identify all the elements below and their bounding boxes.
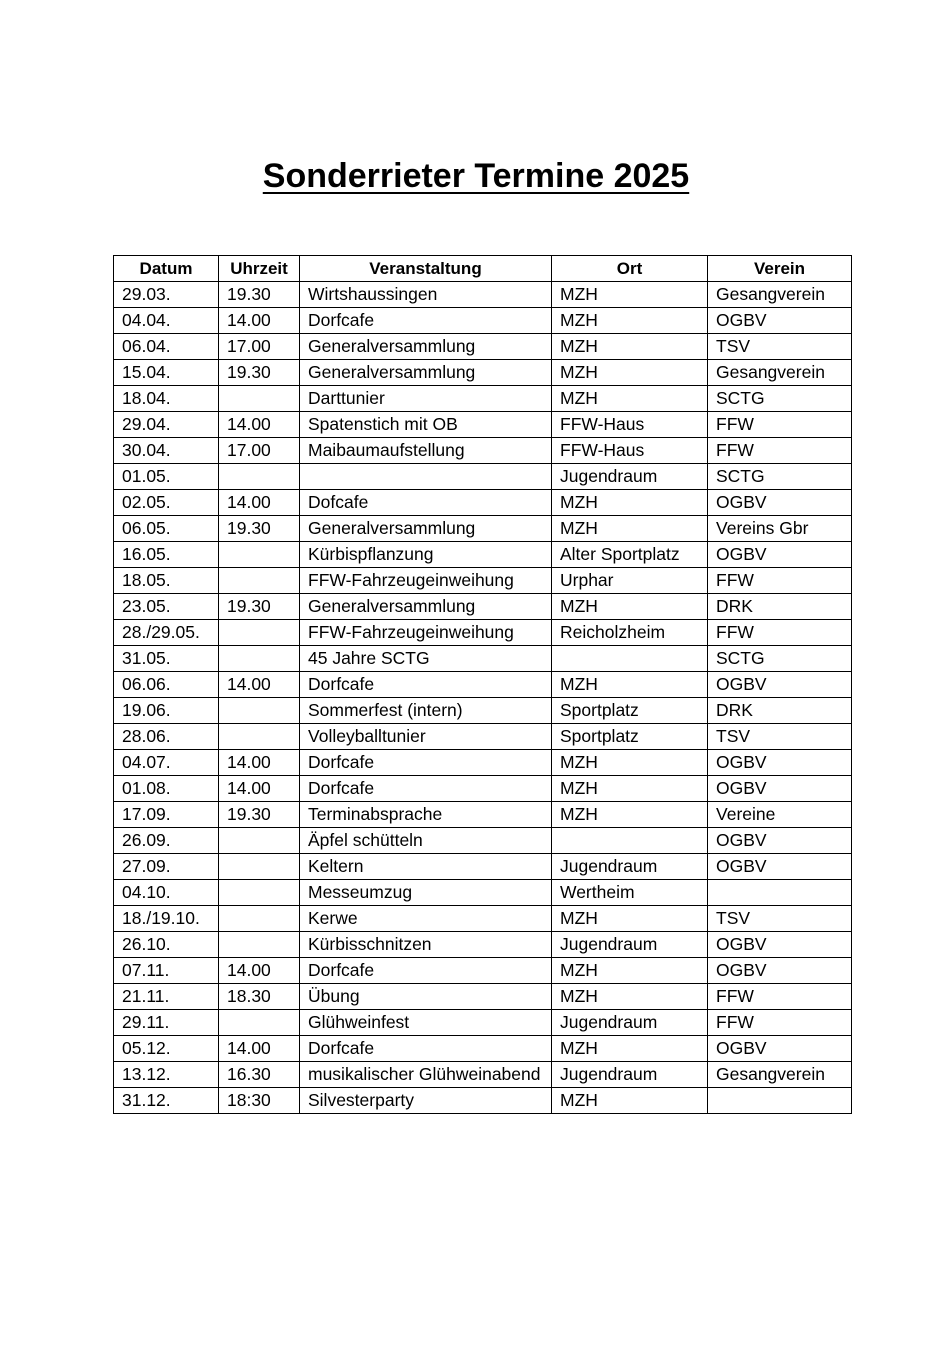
cell-verein: FFW bbox=[708, 568, 852, 594]
cell-verein: OGBV bbox=[708, 958, 852, 984]
table-row bbox=[114, 750, 852, 776]
cell-veranstaltung: Kürbispflanzung bbox=[300, 542, 552, 568]
cell-veranstaltung: Spatenstich mit OB bbox=[300, 412, 552, 438]
cell-verein: Gesangverein bbox=[708, 282, 852, 308]
cell-verein: OGBV bbox=[708, 828, 852, 854]
cell-veranstaltung: Dorfcafe bbox=[300, 308, 552, 334]
cell-ort bbox=[552, 646, 708, 672]
cell-uhrzeit bbox=[219, 906, 300, 932]
cell-veranstaltung: Generalversammlung bbox=[300, 594, 552, 620]
cell-uhrzeit bbox=[219, 828, 300, 854]
cell-uhrzeit: 14.00 bbox=[219, 776, 300, 802]
cell-veranstaltung: Generalversammlung bbox=[300, 334, 552, 360]
table-row bbox=[114, 1088, 852, 1114]
cell-uhrzeit bbox=[219, 854, 300, 880]
cell-veranstaltung: Glühweinfest bbox=[300, 1010, 552, 1036]
cell-datum: 29.11. bbox=[114, 1010, 219, 1036]
cell-verein: SCTG bbox=[708, 464, 852, 490]
cell-ort: MZH bbox=[552, 750, 708, 776]
cell-ort: Wertheim bbox=[552, 880, 708, 906]
table-row bbox=[114, 854, 852, 880]
cell-uhrzeit: 14.00 bbox=[219, 1036, 300, 1062]
table-row bbox=[114, 958, 852, 984]
table-row bbox=[114, 1010, 852, 1036]
cell-datum: 06.05. bbox=[114, 516, 219, 542]
cell-datum: 04.04. bbox=[114, 308, 219, 334]
cell-uhrzeit: 14.00 bbox=[219, 958, 300, 984]
cell-ort: Sportplatz bbox=[552, 698, 708, 724]
cell-ort: MZH bbox=[552, 334, 708, 360]
cell-verein: Gesangverein bbox=[708, 360, 852, 386]
cell-ort: Reicholzheim bbox=[552, 620, 708, 646]
cell-uhrzeit: 14.00 bbox=[219, 750, 300, 776]
cell-veranstaltung: Maibaumaufstellung bbox=[300, 438, 552, 464]
cell-ort: FFW-Haus bbox=[552, 438, 708, 464]
cell-verein: TSV bbox=[708, 906, 852, 932]
cell-ort: Jugendraum bbox=[552, 1062, 708, 1088]
cell-verein: TSV bbox=[708, 334, 852, 360]
cell-ort: MZH bbox=[552, 360, 708, 386]
cell-datum: 07.11. bbox=[114, 958, 219, 984]
cell-ort: MZH bbox=[552, 1036, 708, 1062]
cell-veranstaltung: Dorfcafe bbox=[300, 672, 552, 698]
cell-datum: 28.06. bbox=[114, 724, 219, 750]
cell-uhrzeit bbox=[219, 568, 300, 594]
cell-veranstaltung: Dofcafe bbox=[300, 490, 552, 516]
cell-ort bbox=[552, 828, 708, 854]
cell-veranstaltung: Darttunier bbox=[300, 386, 552, 412]
cell-datum: 21.11. bbox=[114, 984, 219, 1010]
cell-uhrzeit: 18:30 bbox=[219, 1088, 300, 1114]
cell-ort: Urphar bbox=[552, 568, 708, 594]
cell-veranstaltung: Generalversammlung bbox=[300, 516, 552, 542]
cell-veranstaltung: Dorfcafe bbox=[300, 1036, 552, 1062]
cell-uhrzeit: 14.00 bbox=[219, 412, 300, 438]
cell-uhrzeit bbox=[219, 932, 300, 958]
cell-datum: 13.12. bbox=[114, 1062, 219, 1088]
cell-uhrzeit: 19.30 bbox=[219, 802, 300, 828]
cell-datum: 18.04. bbox=[114, 386, 219, 412]
cell-uhrzeit bbox=[219, 386, 300, 412]
table-row bbox=[114, 412, 852, 438]
cell-ort: MZH bbox=[552, 672, 708, 698]
cell-verein: OGBV bbox=[708, 854, 852, 880]
cell-verein: OGBV bbox=[708, 542, 852, 568]
table-row bbox=[114, 542, 852, 568]
cell-ort: Sportplatz bbox=[552, 724, 708, 750]
cell-veranstaltung: Übung bbox=[300, 984, 552, 1010]
cell-uhrzeit bbox=[219, 724, 300, 750]
cell-verein: FFW bbox=[708, 1010, 852, 1036]
cell-veranstaltung: 45 Jahre SCTG bbox=[300, 646, 552, 672]
cell-datum: 01.08. bbox=[114, 776, 219, 802]
cell-veranstaltung: Messeumzug bbox=[300, 880, 552, 906]
cell-datum: 30.04. bbox=[114, 438, 219, 464]
cell-veranstaltung: Kürbisschnitzen bbox=[300, 932, 552, 958]
cell-datum: 19.06. bbox=[114, 698, 219, 724]
cell-verein: SCTG bbox=[708, 386, 852, 412]
cell-ort: MZH bbox=[552, 516, 708, 542]
cell-uhrzeit bbox=[219, 464, 300, 490]
cell-verein: OGBV bbox=[708, 308, 852, 334]
table-row bbox=[114, 282, 852, 308]
cell-datum: 18.05. bbox=[114, 568, 219, 594]
cell-ort: Jugendraum bbox=[552, 1010, 708, 1036]
events-table bbox=[113, 255, 852, 1114]
cell-uhrzeit: 18.30 bbox=[219, 984, 300, 1010]
cell-uhrzeit bbox=[219, 1010, 300, 1036]
cell-datum: 31.12. bbox=[114, 1088, 219, 1114]
cell-ort: MZH bbox=[552, 490, 708, 516]
cell-datum: 29.03. bbox=[114, 282, 219, 308]
cell-veranstaltung: Wirtshaussingen bbox=[300, 282, 552, 308]
cell-datum: 29.04. bbox=[114, 412, 219, 438]
cell-veranstaltung: Terminabsprache bbox=[300, 802, 552, 828]
cell-uhrzeit bbox=[219, 620, 300, 646]
cell-veranstaltung: Keltern bbox=[300, 854, 552, 880]
cell-uhrzeit: 19.30 bbox=[219, 282, 300, 308]
table-row bbox=[114, 802, 852, 828]
cell-veranstaltung: Silvesterparty bbox=[300, 1088, 552, 1114]
cell-datum: 26.10. bbox=[114, 932, 219, 958]
table-row bbox=[114, 828, 852, 854]
cell-datum: 15.04. bbox=[114, 360, 219, 386]
table-row bbox=[114, 360, 852, 386]
table-row bbox=[114, 516, 852, 542]
table-body bbox=[114, 282, 852, 1114]
cell-verein: OGBV bbox=[708, 750, 852, 776]
table-row bbox=[114, 308, 852, 334]
table-header-row bbox=[114, 256, 852, 282]
cell-uhrzeit bbox=[219, 698, 300, 724]
cell-ort: Jugendraum bbox=[552, 932, 708, 958]
table-row bbox=[114, 1036, 852, 1062]
cell-datum: 18./19.10. bbox=[114, 906, 219, 932]
cell-ort: MZH bbox=[552, 776, 708, 802]
cell-uhrzeit: 19.30 bbox=[219, 594, 300, 620]
cell-verein: FFW bbox=[708, 984, 852, 1010]
table-row bbox=[114, 880, 852, 906]
cell-datum: 31.05. bbox=[114, 646, 219, 672]
cell-verein bbox=[708, 1088, 852, 1114]
cell-ort: Jugendraum bbox=[552, 854, 708, 880]
cell-veranstaltung: Dorfcafe bbox=[300, 750, 552, 776]
cell-veranstaltung: FFW-Fahrzeugeinweihung bbox=[300, 620, 552, 646]
header-uhrzeit: Uhrzeit bbox=[219, 256, 300, 282]
table-row bbox=[114, 490, 852, 516]
cell-ort: MZH bbox=[552, 1088, 708, 1114]
cell-veranstaltung bbox=[300, 464, 552, 490]
cell-ort: FFW-Haus bbox=[552, 412, 708, 438]
cell-veranstaltung: FFW-Fahrzeugeinweihung bbox=[300, 568, 552, 594]
cell-ort: MZH bbox=[552, 958, 708, 984]
table-row bbox=[114, 646, 852, 672]
cell-uhrzeit bbox=[219, 542, 300, 568]
cell-verein: OGBV bbox=[708, 672, 852, 698]
table-row bbox=[114, 386, 852, 412]
table-row bbox=[114, 594, 852, 620]
cell-ort: Alter Sportplatz bbox=[552, 542, 708, 568]
cell-verein: FFW bbox=[708, 412, 852, 438]
cell-uhrzeit: 17.00 bbox=[219, 334, 300, 360]
cell-veranstaltung: Volleyballtunier bbox=[300, 724, 552, 750]
cell-verein: OGBV bbox=[708, 490, 852, 516]
cell-ort: MZH bbox=[552, 802, 708, 828]
cell-uhrzeit: 16.30 bbox=[219, 1062, 300, 1088]
cell-uhrzeit: 14.00 bbox=[219, 490, 300, 516]
cell-veranstaltung: Sommerfest (intern) bbox=[300, 698, 552, 724]
cell-veranstaltung: Äpfel schütteln bbox=[300, 828, 552, 854]
cell-ort: MZH bbox=[552, 984, 708, 1010]
cell-datum: 26.09. bbox=[114, 828, 219, 854]
cell-ort: MZH bbox=[552, 308, 708, 334]
cell-verein: SCTG bbox=[708, 646, 852, 672]
cell-uhrzeit bbox=[219, 880, 300, 906]
cell-uhrzeit: 19.30 bbox=[219, 516, 300, 542]
cell-veranstaltung: musikalischer Glühweinabend bbox=[300, 1062, 552, 1088]
table-row bbox=[114, 932, 852, 958]
cell-datum: 16.05. bbox=[114, 542, 219, 568]
cell-datum: 23.05. bbox=[114, 594, 219, 620]
cell-verein: Gesangverein bbox=[708, 1062, 852, 1088]
document-title-text: Sonderrieter Termine 2025 bbox=[262, 157, 690, 195]
header-verein: Verein bbox=[708, 256, 852, 282]
cell-verein: DRK bbox=[708, 698, 852, 724]
table-row bbox=[114, 334, 852, 360]
cell-uhrzeit bbox=[219, 646, 300, 672]
cell-datum: 06.06. bbox=[114, 672, 219, 698]
cell-verein: OGBV bbox=[708, 1036, 852, 1062]
cell-datum: 02.05. bbox=[114, 490, 219, 516]
table-row bbox=[114, 464, 852, 490]
cell-veranstaltung: Kerwe bbox=[300, 906, 552, 932]
cell-verein: OGBV bbox=[708, 932, 852, 958]
cell-datum: 04.07. bbox=[114, 750, 219, 776]
cell-verein: DRK bbox=[708, 594, 852, 620]
cell-datum: 01.05. bbox=[114, 464, 219, 490]
cell-verein: Vereine bbox=[708, 802, 852, 828]
table-row bbox=[114, 984, 852, 1010]
cell-datum: 06.04. bbox=[114, 334, 219, 360]
cell-verein bbox=[708, 880, 852, 906]
cell-uhrzeit: 14.00 bbox=[219, 308, 300, 334]
table-row bbox=[114, 1062, 852, 1088]
cell-uhrzeit: 19.30 bbox=[219, 360, 300, 386]
cell-verein: FFW bbox=[708, 620, 852, 646]
cell-datum: 27.09. bbox=[114, 854, 219, 880]
cell-ort: MZH bbox=[552, 282, 708, 308]
cell-datum: 17.09. bbox=[114, 802, 219, 828]
header-veranstaltung: Veranstaltung bbox=[300, 256, 552, 282]
table-row bbox=[114, 698, 852, 724]
cell-verein: Vereins Gbr bbox=[708, 516, 852, 542]
table-row bbox=[114, 620, 852, 646]
cell-veranstaltung: Dorfcafe bbox=[300, 958, 552, 984]
document-title bbox=[0, 150, 952, 202]
cell-veranstaltung: Dorfcafe bbox=[300, 776, 552, 802]
table-row bbox=[114, 776, 852, 802]
cell-datum: 05.12. bbox=[114, 1036, 219, 1062]
cell-verein: TSV bbox=[708, 724, 852, 750]
cell-uhrzeit: 14.00 bbox=[219, 672, 300, 698]
table-row bbox=[114, 438, 852, 464]
cell-uhrzeit: 17.00 bbox=[219, 438, 300, 464]
header-datum: Datum bbox=[114, 256, 219, 282]
cell-datum: 28./29.05. bbox=[114, 620, 219, 646]
cell-ort: MZH bbox=[552, 594, 708, 620]
table-row bbox=[114, 672, 852, 698]
table-row bbox=[114, 906, 852, 932]
cell-veranstaltung: Generalversammlung bbox=[300, 360, 552, 386]
cell-datum: 04.10. bbox=[114, 880, 219, 906]
table-row bbox=[114, 568, 852, 594]
cell-verein: FFW bbox=[708, 438, 852, 464]
cell-ort: Jugendraum bbox=[552, 464, 708, 490]
table-row bbox=[114, 724, 852, 750]
cell-ort: MZH bbox=[552, 906, 708, 932]
cell-ort: MZH bbox=[552, 386, 708, 412]
header-ort: Ort bbox=[552, 256, 708, 282]
cell-verein: OGBV bbox=[708, 776, 852, 802]
